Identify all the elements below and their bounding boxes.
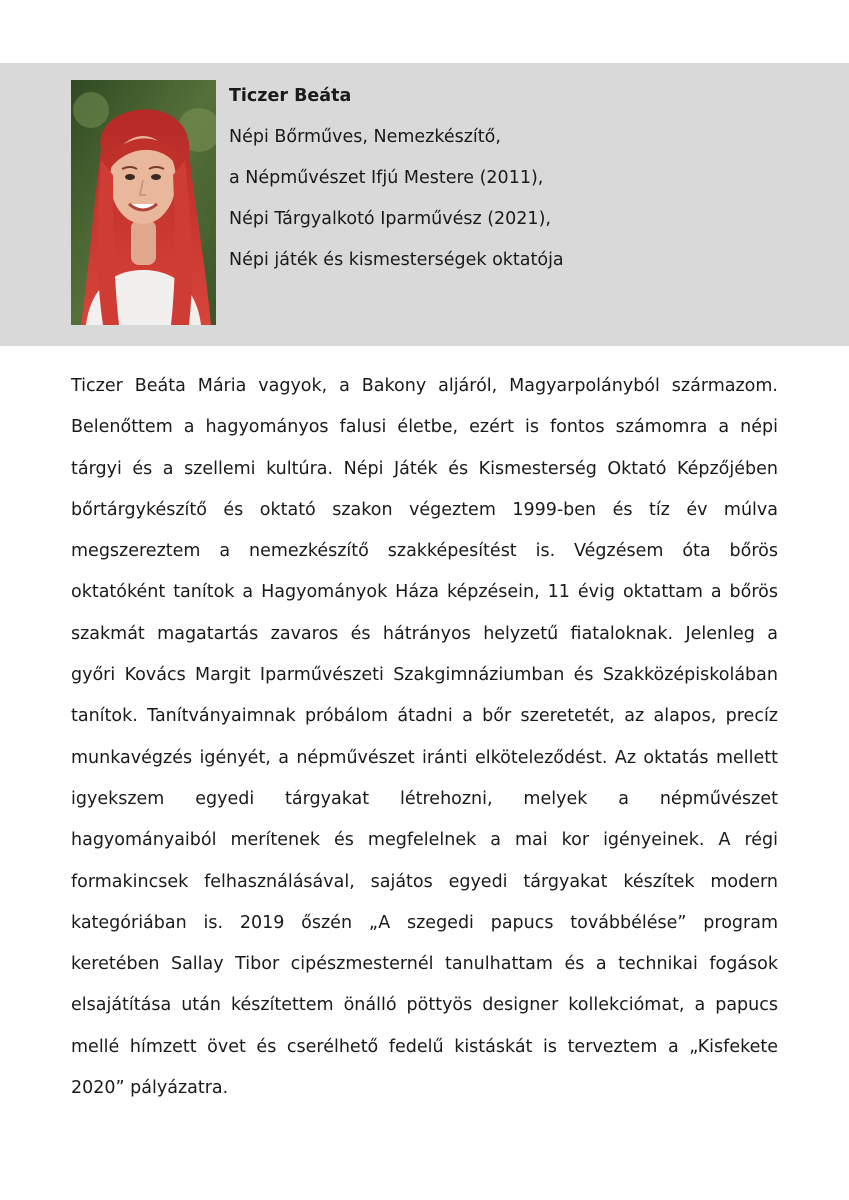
body-line: Ticzer Beáta Mária vagyok, a Bakony aljáról, Magyarpolányból származom. (71, 376, 778, 396)
body-line: oktatóként tanítok a Hagyományok Háza képzésein, 11 évig oktattam a bőrös (71, 582, 778, 603)
body-line: munkavégzés igényét, a népművészet iránti elköteleződést. Az oktatás mellett (71, 747, 778, 768)
body-line: megszereztem a nemezkészítő szakképesítést is. Végzésem óta bőrös (71, 541, 778, 562)
body-line: formakincsek felhasználásával, sajátos egyedi tárgyakat készítek modern (71, 871, 778, 892)
header-text (229, 82, 809, 287)
person-name: Ticzer Beáta (229, 86, 352, 106)
body-line: győri Kovács Margit Iparművészeti Szakgimnáziumban és Szakközépiskolában (71, 665, 778, 686)
body-line: tárgyi és a szellemi kultúra. Népi Játék és Kismesterség Oktató Képzőjében (71, 458, 778, 479)
title-line: a Népművészet Ifjú Mestere (2011), (229, 168, 544, 188)
body-line: hagyományaiból merítenek és megfelelnek a mai kor igényeinek. A régi (71, 830, 778, 851)
body-line: Belenőttem a hagyományos falusi életbe, ezért is fontos számomra a népi (71, 417, 778, 438)
body-line: tanítok. Tanítványaimnak próbálom átadni a bőr szeretetét, az alapos, precíz (71, 706, 778, 727)
title-line: Népi Tárgyalkotó Iparművész (2021), (229, 209, 551, 229)
body-line: 2020” pályázatra. (71, 1078, 229, 1099)
portrait-illustration (71, 80, 216, 325)
body-line: bőrtárgykészítő és oktató szakon végeztem 1999-ben és tíz év múlva (71, 499, 778, 520)
body-line: kategóriában is. 2019 őszén „A szegedi papucs továbbélése” program (71, 912, 778, 933)
body-line: szakmát magatartás zavaros és hátrányos helyzetű fiataloknak. Jelenleg a (71, 623, 778, 644)
body-line: keretében Sallay Tibor cipészmesternél tanulhattam és a technikai fogások (71, 954, 778, 975)
title-line: Népi játék és kismesterségek oktatója (229, 250, 564, 270)
portrait-photo (71, 80, 216, 325)
body-line: elsajátítása után készítettem önálló pöttyös designer kollekciómat, a papucs (71, 995, 778, 1016)
title-line: Népi Bőrműves, Nemezkészítő, (229, 127, 501, 147)
biography-text (71, 366, 778, 1109)
body-line: igyekszem egyedi tárgyakat létrehozni, melyek a népművészet (71, 788, 778, 809)
body-line: mellé hímzett övet és cserélhető fedelű kistáskát is terveztem a „Kisfekete (71, 1036, 778, 1057)
